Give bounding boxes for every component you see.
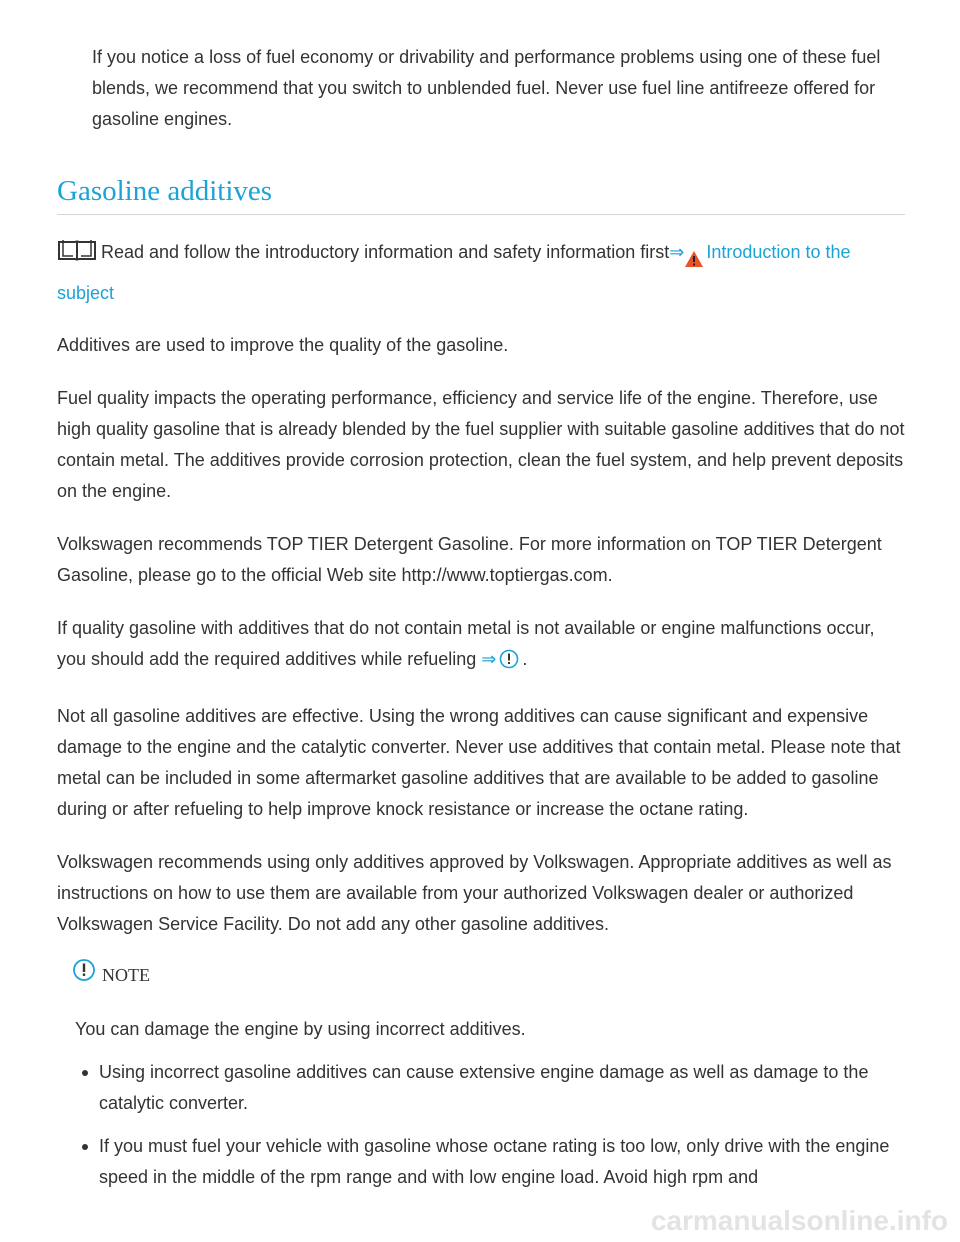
body-paragraph: Volkswagen recommends TOP TIER Detergent Gasoline. For more information on TOP TIER Detergent Gasoline, please go to the official Web site http://www.toptiergas.com. bbox=[57, 534, 882, 585]
refuel-paragraph bbox=[57, 613, 907, 679]
refuel-text: If quality gasoline with additives that do not contain metal is not available or engine malfunctions occur, you should add the required additives while refueling bbox=[57, 618, 875, 669]
section-header bbox=[57, 172, 905, 215]
body-paragraph: Volkswagen recommends using only additives approved by Volkswagen. Appropriate additives as well as instructions on how to use them are available from your authorized Volkswagen dealer or authorized Volkswagen Service Facility. Do not add any other gasoline additives. bbox=[57, 852, 892, 934]
note-bullet-list bbox=[75, 1057, 902, 1193]
heading-divider bbox=[57, 214, 905, 215]
intro-paragraph-block bbox=[92, 42, 892, 135]
section-heading: Gasoline additives bbox=[57, 175, 273, 207]
section-body bbox=[57, 330, 907, 962]
note-box bbox=[72, 958, 902, 1205]
note-ref-arrow[interactable]: ⇒ bbox=[481, 649, 497, 669]
watermark: carmanualsonline.info bbox=[650, 1205, 948, 1236]
introduction-link[interactable]: Introduction to the subject bbox=[57, 242, 851, 303]
warning-triangle-icon bbox=[684, 247, 704, 278]
list-item: Using incorrect gasoline additives can cause extensive engine damage as well as damage to the catalytic converter. bbox=[75, 1057, 902, 1119]
refuel-end: . bbox=[522, 649, 528, 669]
note-exclamation-icon bbox=[72, 958, 96, 992]
intro-paragraph: If you notice a loss of fuel economy or drivability and performance problems using one of these fuel blends, we recommend that you switch to unblended fuel. Never use fuel line antifreeze offered for gasoline engines. bbox=[92, 47, 881, 129]
note-text: You can damage the engine by using incorrect additives. bbox=[75, 1019, 526, 1039]
body-paragraph: Not all gasoline additives are effective. Using the wrong additives can cause significant and expensive damage to the engine and the catalytic converter. Never use additives that contain metal. Please note that metal can be included in some aftermarket gasoline additives that are available to be added to gasoline during or after refueling to help improve knock resistance or increase the octane rating. bbox=[57, 706, 901, 819]
read-first-notice bbox=[57, 237, 897, 309]
note-body bbox=[75, 1014, 902, 1193]
note-header bbox=[72, 958, 902, 992]
note-label: NOTE bbox=[102, 964, 150, 985]
read-first-arrow: ⇒ bbox=[669, 242, 685, 262]
list-item: If you must fuel your vehicle with gasoline whose octane rating is too low, only drive with the engine speed in the middle of the rpm range and with low engine load. Avoid high rpm and bbox=[75, 1131, 902, 1193]
note-ref-icon[interactable] bbox=[499, 648, 519, 679]
book-icon bbox=[57, 239, 97, 271]
read-first-text: Read and follow the introductory information and safety information first bbox=[101, 242, 670, 262]
body-paragraph: Fuel quality impacts the operating performance, efficiency and service life of the engine. Therefore, use high quality gasoline that is already blended by the fuel supplier with suitable gasoline additives that do not contain metal. The additives provide corrosion protection, clean the fuel system, and help prevent deposits on the engine. bbox=[57, 388, 905, 501]
body-paragraph: Additives are used to improve the quality of the gasoline. bbox=[57, 335, 509, 355]
